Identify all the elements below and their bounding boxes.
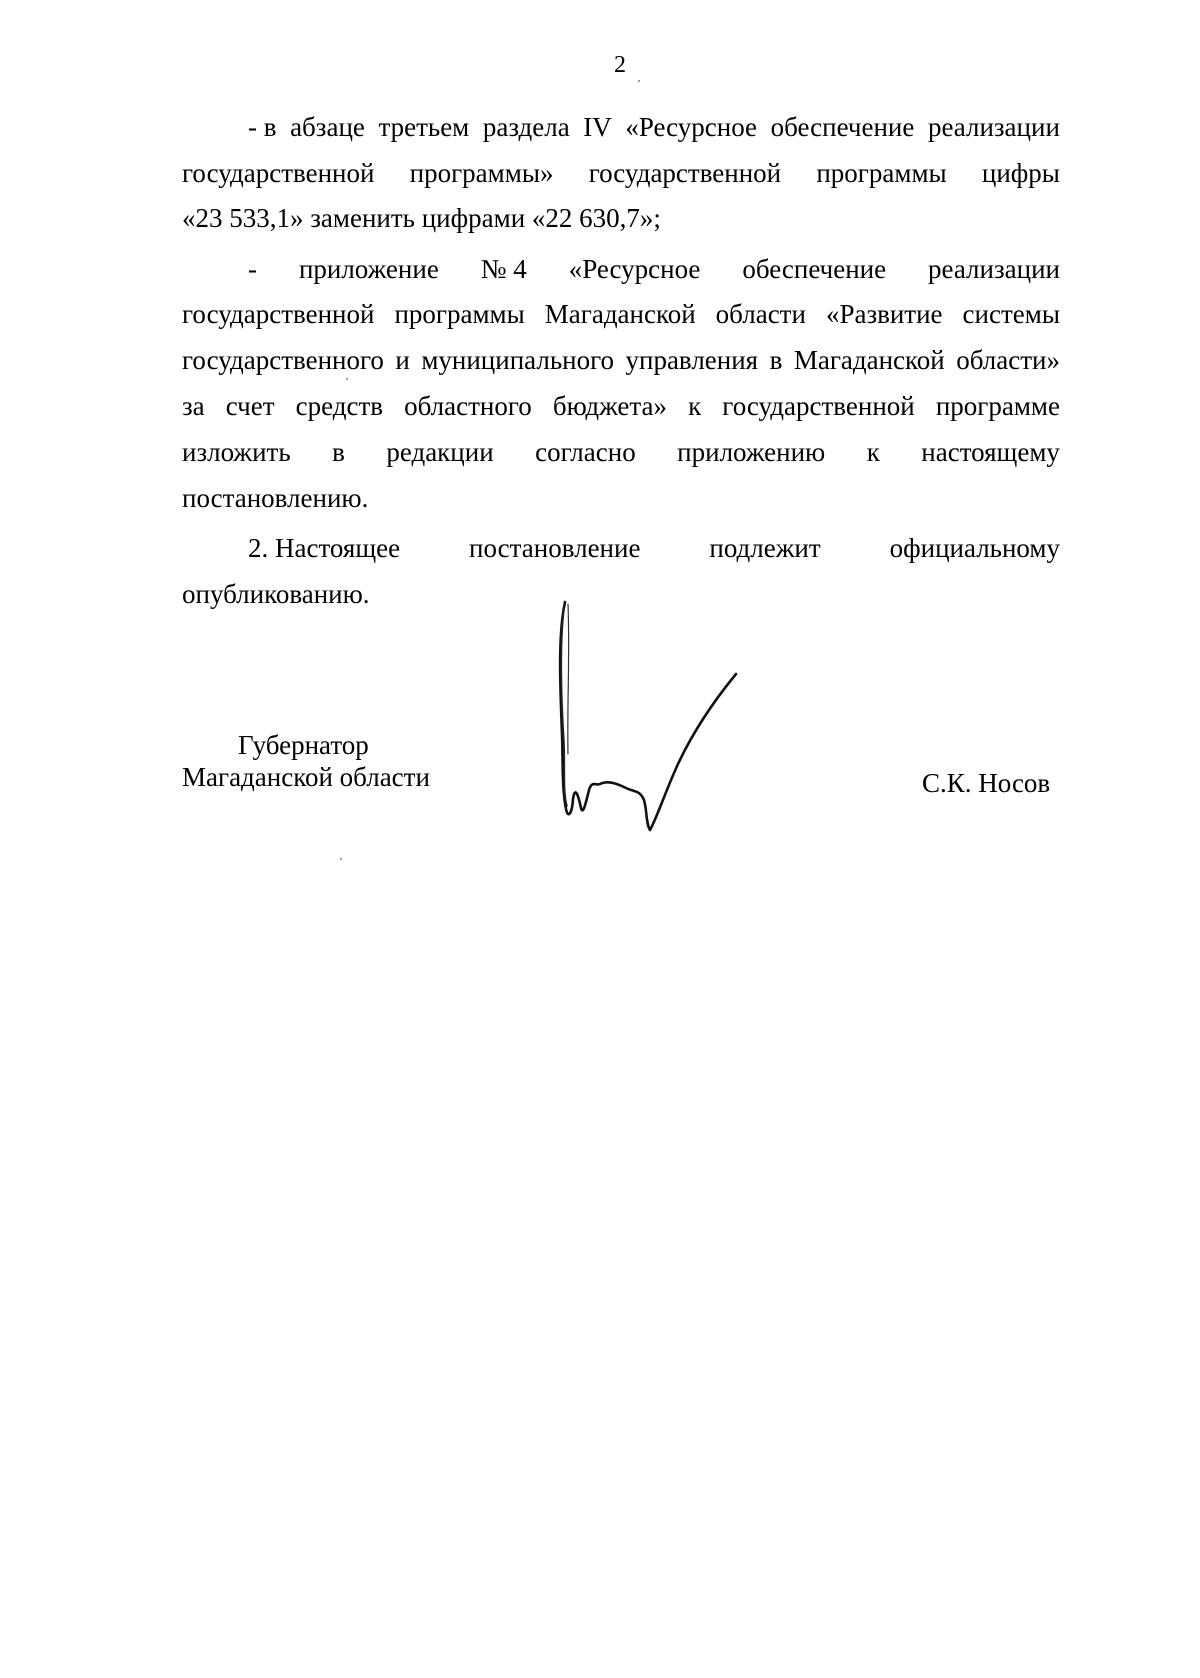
- paragraph-2-line-6: постановлению.: [182, 483, 369, 513]
- scan-speck: [638, 80, 640, 82]
- paragraph-2-line-5: изложить в редакции согласно приложению к настоящему: [182, 437, 1060, 467]
- paragraph-2-line-1: - приложение № 4 «Ресурсное обеспечение реализации: [248, 254, 1060, 284]
- handwritten-signature: [548, 594, 768, 854]
- page-number: 2: [614, 52, 626, 78]
- signatory-position: Губернатор: [238, 730, 369, 760]
- paragraph-2-line-2: государственной программы Магаданской области «Развитие системы: [182, 299, 1060, 329]
- paragraph-3-line-2: опубликованию.: [182, 579, 370, 609]
- paragraph-1-line-2: государственной программы» государственной программы цифры: [182, 158, 1060, 188]
- paragraph-3-line-1: 2. Настоящее постановление подлежит официальному: [248, 533, 1060, 563]
- paragraph-2-line-3: государственного и муниципального управления в Магаданской области»: [182, 345, 1060, 375]
- paragraph-1-line-1: - в абзаце третьем раздела IV «Ресурсное обеспечение реализации: [248, 112, 1060, 142]
- signatory-region: Магаданской области: [182, 762, 430, 792]
- paragraph-1-line-3: «23 533,1» заменить цифрами «22 630,7»;: [182, 203, 661, 233]
- paragraph-2-line-4: за счет средств областного бюджета» к государственной программе: [182, 391, 1060, 421]
- signatory-name: С.К. Носов: [922, 768, 1051, 798]
- scan-speck: [340, 858, 342, 860]
- scan-speck: [346, 378, 348, 380]
